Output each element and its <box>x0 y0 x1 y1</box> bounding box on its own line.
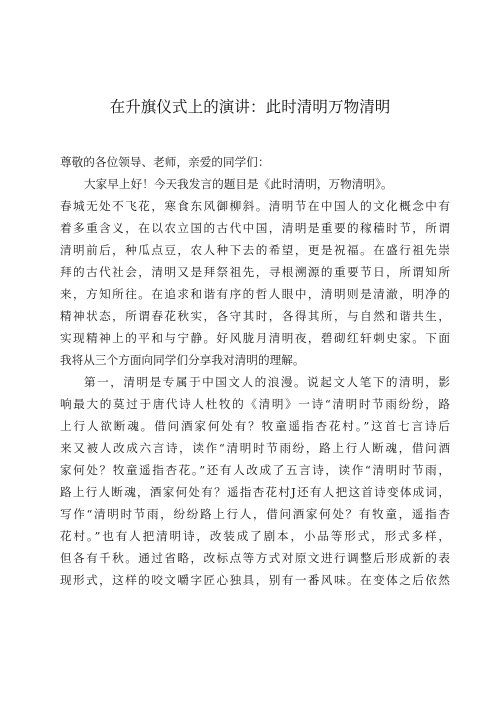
text-line: 精神状态，所谓春花秋实，各守其时，各得其所，与自然和谐共生， <box>60 309 450 323</box>
text-line: 拜的古代社会，清明又是拜祭祖先，寻根溯源的重要节日，所谓知所 <box>60 265 450 279</box>
text-line: 现形式，这样的咬文嚼字匠心独具，别有一番风味。在变体之后依然 <box>60 573 450 587</box>
paragraph-first-point <box>60 371 450 591</box>
text-line: 写作“清明时节雨，纷纷路上行人，借问酒家何处？有牧童，遥指杏 <box>60 507 450 521</box>
text-line: 第一，清明是专属于中国文人的浪漫。说起文人笔下的清明，影 <box>84 375 450 389</box>
document-body <box>60 151 450 591</box>
document-title: 在升旗仪式上的演讲：此时清明万物清明 <box>109 98 391 116</box>
text-line: 响最大的莫过于唐代诗人杜牧的《清明》一诗“清明时节雨纷纷，路 <box>60 397 450 411</box>
text-line: 来，方知所往。在追求和谐有序的哲人眼中，清明则是清澈，明净的 <box>60 287 450 301</box>
text-line: 来又被人改成六言诗，读作“清明时节雨纷，路上行人断魂，借问酒 <box>60 441 450 455</box>
text-line: 实现精神上的平和与宁静。好风胧月清明夜，碧砌红轩刺史家。下面 <box>60 331 450 345</box>
text-line: 尊敬的各位领导、老师，亲爱的同学们： <box>60 155 270 169</box>
paragraph-intro <box>60 173 450 371</box>
text-line: 我将从三个方面向同学们分享我对清明的理解。 <box>60 353 305 367</box>
text-line: 家何处？牧童遥指杏花。”还有人改成了五言诗，读作“清明时节雨， <box>60 463 450 477</box>
text-line: 但各有千秋。通过省略，改标点等方式对原文进行调整后形成新的表 <box>60 551 450 565</box>
text-line: 清明前后，种瓜点豆，农人种下去的希望，更是祝福。在盛行祖先崇 <box>60 243 450 257</box>
paragraph-salutation <box>60 151 450 173</box>
text-line: 着多重含义，在以农立国的古代中国，清明是重要的稼穑时节，所谓 <box>60 221 450 235</box>
text-line: 春城无处不飞花，寒食东风御柳斜。清明节在中国人的文化概念中有 <box>60 199 450 213</box>
text-line: 花村。”也有人把清明诗，改装成了剧本，小品等形式，形式多样， <box>60 529 450 543</box>
text-line: 路上行人断魂，酒家何处有？遥指杏花村J还有人把这首诗变体成词， <box>60 485 450 499</box>
text-line: 上行人欲断魂。借问酒家何处有？牧童遥指杏花村。”这首七言诗后 <box>60 419 450 433</box>
text-line: 大家早上好！今天我发言的题目是《此时清明，万物清明》。 <box>84 177 393 191</box>
